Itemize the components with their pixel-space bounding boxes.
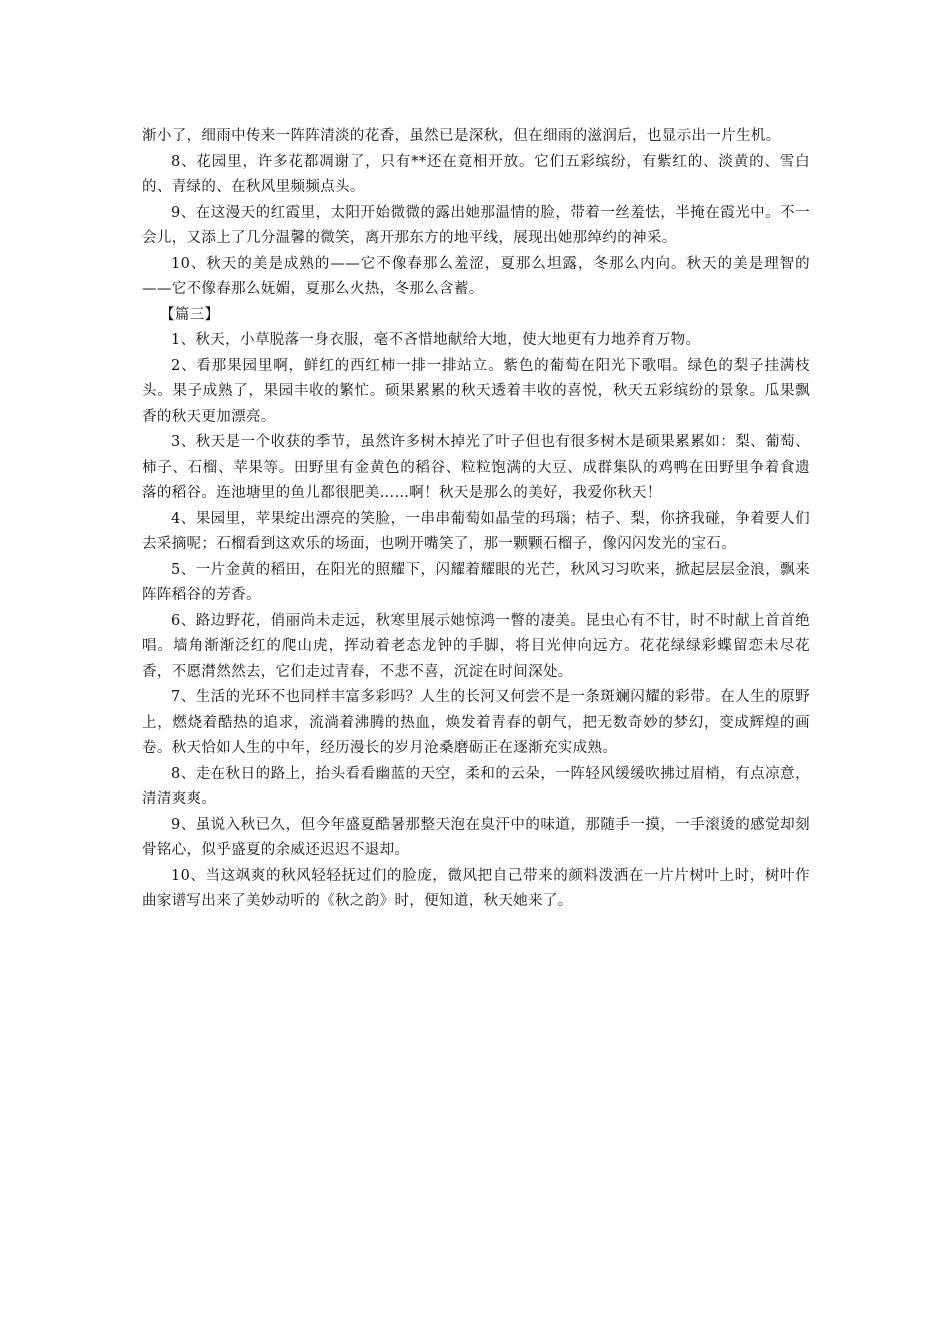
list-item: 4、果园里，苹果绽出漂亮的笑脸，一串串葡萄如晶莹的玛瑙；桔子、梨，你挤我碰，争着要人们去采摘呢；石榴看到这欢乐的场面，也咧开嘴笑了，那一颗颗石榴子，像闪闪发光的宝石。 [142, 510, 810, 552]
list-item: 1、秋天，小草脱落一身衣服，毫不吝惜地献给大地，使大地更有力地养育万物。 [171, 332, 701, 348]
list-item: 10、秋天的美是成熟的——它不像春那么羞涩，夏那么坦露，冬那么内向。秋天的美是理智的——它不像春那么妩媚，夏那么火热，冬那么含蓄。 [142, 255, 810, 297]
list-item: 9、虽说入秋已久，但今年盛夏酷暑那整天泡在臭汗中的味道，那随手一摸，一手滚烫的感觉却刻骨铭心，似乎盛夏的余威还迟迟不退却。 [142, 816, 810, 858]
list-item: 5、一片金黄的稻田，在阳光的照耀下，闪耀着耀眼的光芒，秋风习习吹来，掀起层层金浪，飘来阵阵稻谷的芳香。 [142, 561, 810, 603]
document-page [142, 124, 810, 915]
list-item: 10、当这飒爽的秋风轻轻抚过们的脸庞，微风把自己带来的颜料泼洒在一片片树叶上时，树叶作曲家谱写出来了美妙动听的《秋之韵》时，便知道，秋天她来了。 [142, 867, 810, 909]
list-item: 3、秋天是一个收获的季节，虽然许多树木掉光了叶子但也有很多树木是硕果累累如：梨、葡萄、柿子、石榴、苹果等。田野里有金黄色的稻谷、粒粒饱满的大豆、成群集队的鸡鸭在田野里争着食遗落的稻谷。连池塘里的鱼儿都很肥美……啊！秋天是那么的美好，我爱你秋天！ [142, 434, 810, 501]
list-item: 8、花园里，许多花都凋谢了，只有**还在竟相开放。它们五彩缤纷，有紫红的、淡黄的、雪白的、青绿的、在秋风里频频点头。 [142, 153, 810, 195]
list-item: 6、路边野花，俏丽尚未走远，秋寒里展示她惊鸿一瞥的凄美。昆虫心有不甘，时不时献上首首绝唱。墙角渐渐泛红的爬山虎，挥动着老态龙钟的手脚，将目光伸向远方。花花绿绿彩蝶留恋未尽花香，不愿潸然然去，它们走过青春，不悲不喜，沉淀在时间深处。 [142, 612, 810, 680]
list-item: 7、生活的光环不也同样丰富多彩吗？人生的长河又何尝不是一条斑斓闪耀的彩带。在人生的原野上，燃烧着酷热的追求，流淌着沸腾的热血，焕发着青春的朝气，把无数奇妙的梦幻，变成辉煌的画卷。秋天恰如人生的中年，经历漫长的岁月沧桑磨砺正在逐渐充实成熟。 [142, 689, 810, 756]
section-heading: 【篇三】 [160, 306, 220, 323]
continuation-paragraph: 渐小了，细雨中传来一阵阵清淡的花香，虽然已是深秋，但在细雨的滋润后，也显示出一片生机。 [142, 128, 781, 144]
list-item: 9、在这漫天的红霞里，太阳开始微微的露出她那温情的脸，带着一丝羞怯，半掩在霞光中。不一会儿，又添上了几分温馨的微笑，离开那东方的地平线，展现出她那绰约的神采。 [142, 204, 810, 246]
list-item: 8、走在秋日的路上，抬头看看幽蓝的天空，柔和的云朵，一阵轻风缓缓吹拂过眉梢，有点凉意，清清爽爽。 [142, 765, 810, 807]
list-item: 2、看那果园里啊，鲜红的西红柿一排一排站立。紫色的葡萄在阳光下歌唱。绿色的梨子挂满枝头。果子成熟了，果园丰收的繁忙。硕果累累的秋天透着丰收的喜悦，秋天五彩缤纷的景象。瓜果飘香的秋天更加漂亮。 [142, 357, 810, 425]
